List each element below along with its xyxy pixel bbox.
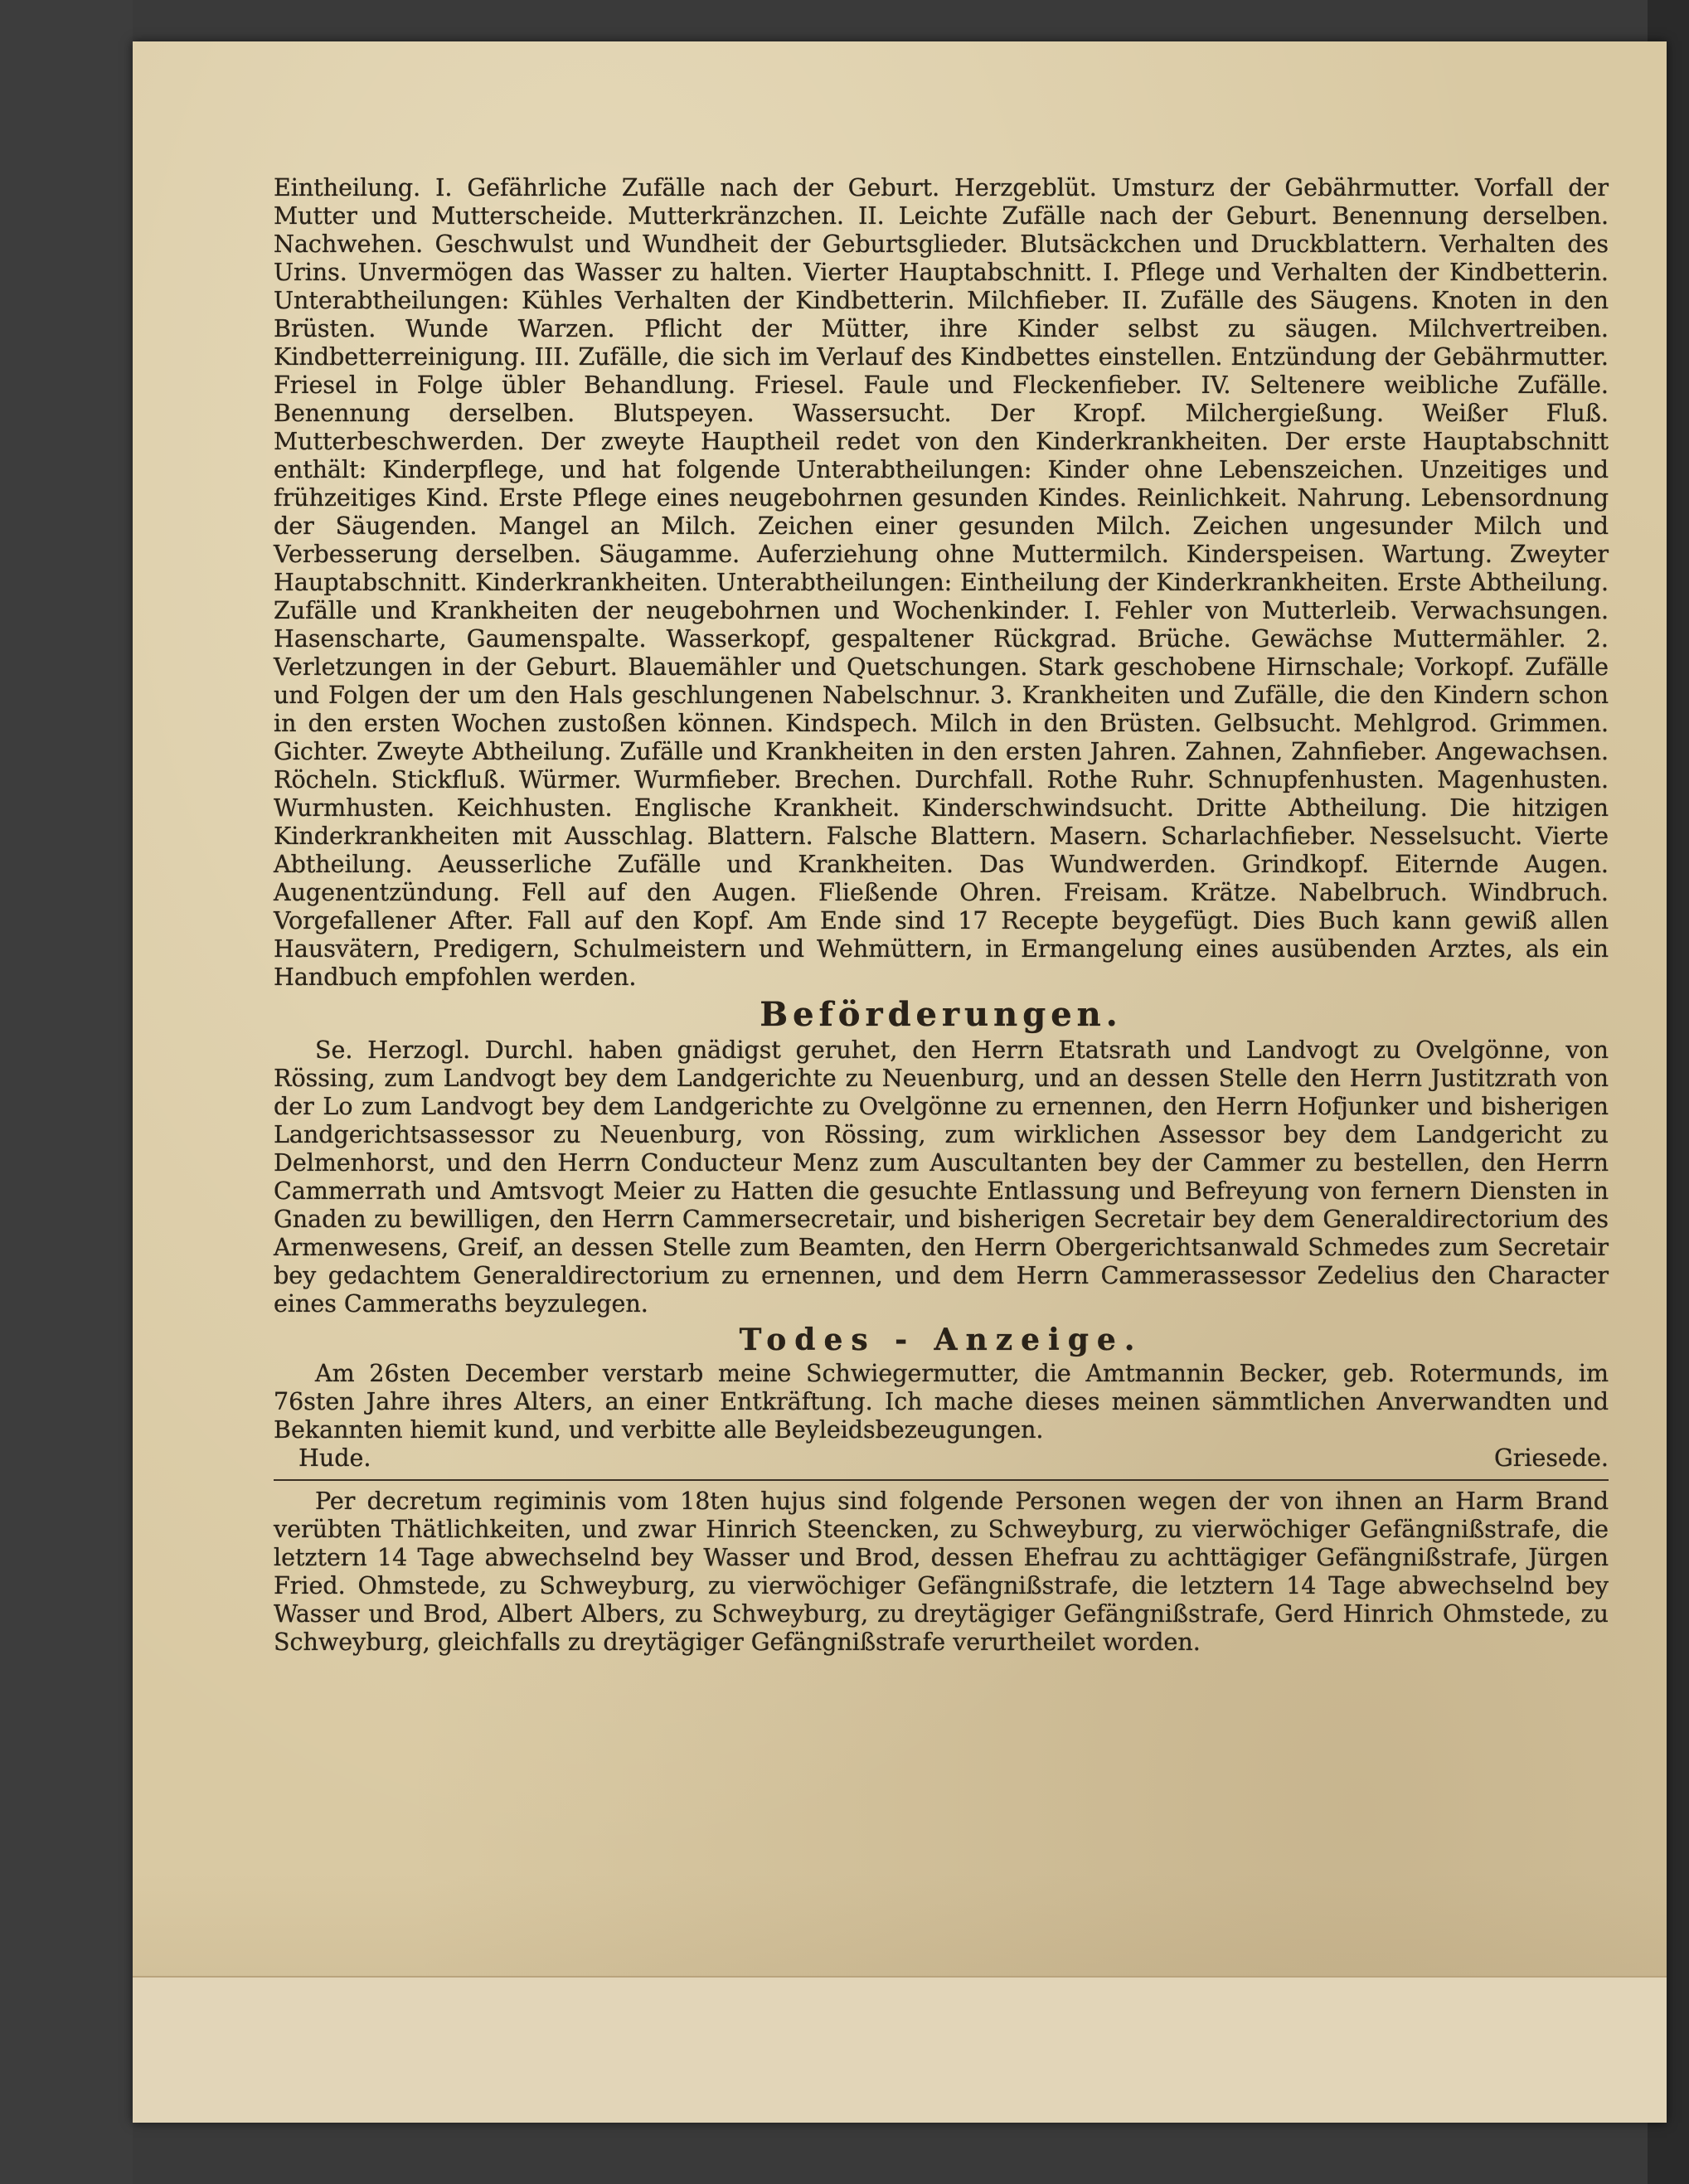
book-review-paragraph: Eintheilung. I. Gefährliche Zufälle nach der Geburt. Herzgeblüt. Umsturz der Gebährmutter. Vorfall der Mutter und Mutterscheide. Mutterkränzchen. II. Leichte Zufälle nach der Geburt. Benennung derselben. Nachwehen. Geschwulst und Wundheit der Geburtsglieder. Blutsäckchen und Druckblattern. Verhalten des Urins. Unvermögen das Wasser zu halten. Vierter Hauptabschnitt. I. Pflege und Verhalten der Kindbetterin. Unterabtheilungen: Kühles Verhalten der Kindbetterin. Milchfieber. II. Zufälle des Säugens. Knoten in den Brüsten. Wunde Warzen. Pflicht der Mütter, ihre Kinder selbst zu säugen. Milchvertreiben. Kindbetterreinigung. III. Zufälle, die sich im Verlauf des Kindbettes einstellen. Entzündung der Gebährmutter. Friesel in Folge übler Behandlung. Friesel. Faule und Fleckenfieber. IV. Seltenere weibliche Zufälle. Benennung derselben. Blutspeyen. Wassersucht. Der Kropf. Milchergießung. Weißer Fluß. Mutterbeschwerden. Der zweyte Hauptheil redet von den Kinderkrankheiten. Der erste Hauptabschnitt enthält: Kinderpflege, und hat folgende Unterabtheilungen: Kinder ohne Lebenszeichen. Unzeitiges und frühzeitiges Kind. Erste Pflege eines neugebohrnen gesunden Kindes. Reinlichkeit. Nahrung. Lebensordnung der Säugenden. Mangel an Milch. Zeichen einer gesunden Milch. Zeichen ungesunder Milch und Verbesserung derselben. Säugamme. Auferziehung ohne Muttermilch. Kinderspeisen. Wartung. Zweyter Hauptabschnitt. Kinderkrankheiten. Unterabtheilungen: Eintheilung der Kinderkrankheiten. Erste Abtheilung. Zufälle und Krankheiten der neugebohrnen und Wochenkinder. I. Fehler von Mutterleib. Verwachsungen. Hasenscharte, Gaumenspalte. Wasserkopf, gespaltener Rückgrad. Brüche. Gewächse Muttermähler. 2. Verletzungen in der Geburt. Blauemähler und Quetschungen. Stark geschobene Hirnschale; Vorkopf. Zufälle und Folgen der um den Hals geschlungenen Nabelschnur. 3. Krankheiten und Zufälle, die den Kindern schon in den ersten Wochen zustoßen können. Kindspech. Milch in den Brüsten. Gelbsucht. Mehlgrod. Grimmen. Gichter. Zweyte Abtheilung. Zufälle und Krankheiten in den ersten Jahren. Zahnen, Zahnfieber. Angewachsen. Röcheln. Stickfluß. Würmer. Wurmfieber. Brechen. Durchfall. Rothe Ruhr. Schnupfenhusten. Magenhusten. Wurmhusten. Keichhusten. Englische Krankheit. Kinderschwindsucht. Dritte Abtheilung. Die hitzigen Kinderkrankheiten mit Ausschlag. Blattern. Falsche Blattern. Masern. Scharlachfieber. Nesselsucht. Vierte Abtheilung. Aeusserliche Zufälle und Krankheiten. Das Wundwerden. Grindkopf. Eiternde Augen. Augenentzündung. Fell auf den Augen. Fließende Ohren. Freisam. Krätze. Nabelbruch. Windbruch. Vorgefallener After. Fall auf den Kopf. Am Ende sind 17 Recepte beygefügt. Dies Buch kann gewiß allen Hausvätern, Predigern, Schulmeistern und Wehmüttern, in Ermangelung eines ausübenden Arztes, als ein Handbuch empfohlen werden. [274,174,1609,991]
death-notice-place: Hude. [298,1444,371,1472]
promotions-heading: Beförderungen. [760,995,1123,1034]
page-text-column [274,174,1609,1657]
death-notice-signature: Griesede. [1493,1444,1609,1472]
section-divider-rule [274,1479,1609,1481]
promotions-paragraph: Se. Herzogl. Durchl. haben gnädigst geruhet, den Herrn Etatsrath und Landvogt zu Ovelgönne, von Rössing, zum Landvogt bey dem Landgerichte zu Neuenburg, und an dessen Stelle den Herrn Justitzrath von der Lo zum Landvogt bey dem Landgerichte zu Ovelgönne zu ernennen, den Herrn Hofjunker und bisherigen Landgerichtsassessor zu Neuenburg, von Rössing, zum wirklichen Assessor bey dem Landgericht zu Delmenhorst, und den Herrn Conducteur Menz zum Auscultanten bey der Cammer zu bestellen, den Herrn Cammerrath und Amtsvogt Meier zu Hatten die gesuchte Entlassung und Befreyung von fernern Diensten in Gnaden zu bewilligen, den Herrn Cammersecretair, und bisherigen Secretair bey dem Generaldirectorium des Armenwesens, Greif, an dessen Stelle zum Beamten, den Herrn Obergerichtsanwald Schmedes zum Secretair bey gedachtem Generaldirectorium zu ernennen, und dem Herrn Cammerassessor Zedelius den Character eines Cammeraths beyzulegen. [274,1036,1609,1318]
page-bottom-margin [133,1976,1667,2123]
death-notice-signature-row [274,1444,1609,1473]
scanner-background-left [0,0,133,2184]
death-notice-paragraph: Am 26sten December verstarb meine Schwiegermutter, die Amtmannin Becker, geb. Rotermunds, im 76sten Jahre ihres Alters, an einer Entkräftung. Ich mache dieses meinen sämmtlichen Anverwandten und Bekannten hiemit kund, und verbitte alle Beyleidsbezeugungen. [274,1360,1609,1444]
death-notice-heading: Todes - Anzeige. [739,1323,1143,1357]
decree-paragraph: Per decretum regiminis vom 18ten hujus sind folgende Personen wegen der von ihnen an Harm Brand verübten Thätlichkeiten, und zwar Hinrich Steencken, zu Schweyburg, zu vierwöchiger Gefängnißstrafe, die letztern 14 Tage abwechselnd bey Wasser und Brod, dessen Ehefrau zu achttägiger Gefängnißstrafe, Jürgen Fried. Ohmstede, zu Schweyburg, zu vierwöchiger Gefängnißstrafe, die letztern 14 Tage abwechselnd bey Wasser und Brod, Albert Albers, zu Schweyburg, zu dreytägiger Gefängnißstrafe, Gerd Hinrich Ohmstede, zu Schweyburg, gleichfalls zu dreytägiger Gefängnißstrafe verurtheilet worden. [274,1488,1609,1656]
